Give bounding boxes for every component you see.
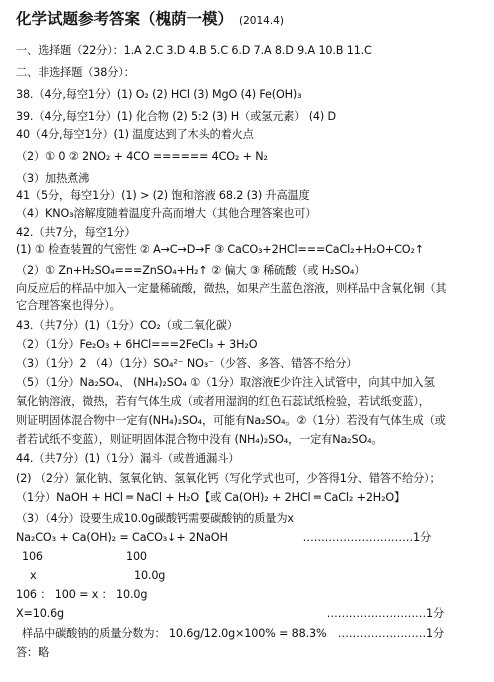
answer-38: 38.（4分,每空1分）(1) O₂ (2) HCl (3) MgO (4) Fe(OH)₃ xyxy=(16,88,302,101)
answer-43-5b: 氧化钠溶液，微热，若有气体生成（或者用湿润的红色石蕊试纸检验，若试纸变蓝）， xyxy=(16,395,430,408)
answer-43-2: （2）（1分）Fe₂O₃ + 6HCl===2FeCl₃ + 3H₂O xyxy=(16,338,258,351)
mass-100: 100 xyxy=(126,550,147,563)
mass-fraction: 样品中碳酸钠的质量分数为： 10.6g/12.0g×100% = 88.3% xyxy=(22,627,327,640)
answer-40-3: （3）加热煮沸 xyxy=(16,172,90,185)
equation-score: …………………………1分 xyxy=(302,531,431,544)
answer-44-2b: （1分）NaOH + HCl ═ NaCl + H₂O【或 Ca(OH)₂ + 2HCl ═ CaCl₂ +2H₂O】 xyxy=(16,491,406,504)
answer-42: 42.（共7分，每空1分） xyxy=(16,226,136,239)
answer-43: 43.（共7分）(1)（1分）CO₂（或二氧化碳） xyxy=(16,319,238,332)
answer-40-2: （2）① 0 ② 2NO₂ + 4CO ====== 4CO₂ + N₂ xyxy=(16,150,268,163)
title-text: 化学试题参考答案（槐荫一模） xyxy=(16,10,234,28)
mass-row-1 xyxy=(16,550,486,564)
result-x: X=10.6g xyxy=(16,607,64,620)
answer-44: 44.（共7分）(1)（1分）漏斗（或普通漏斗） xyxy=(16,452,240,465)
page-title xyxy=(16,10,486,30)
answer-43-3: （3）（1分）2 （4）（1分）SO₄²⁻ NO₃⁻（少答、多答、错答不给分） xyxy=(16,357,358,370)
answer-42-3: 向反应后的样品中加入一定量稀硫酸，微热，如果产生蓝色溶液，则样品中含氧化铜（其 xyxy=(16,282,447,295)
result-score: ………………………1分 xyxy=(326,607,444,620)
final-answer: 答：略 xyxy=(16,646,50,659)
answer-41-4: （4）KNO₃溶解度随着温度升高而增大（其他合理答案也可） xyxy=(16,207,317,220)
fraction-score: ……………………1分 xyxy=(337,627,444,640)
answer-42-1: (1) ① 检查装置的气密性 ② A→C→D→F ③ CaCO₃+2HCl===CaCl₂+H₂O+CO₂↑ xyxy=(16,243,425,256)
mass-row-2 xyxy=(16,569,486,583)
answer-42-4: 它合理答案也得分）。 xyxy=(16,299,121,312)
answer-44-2: (2) （2分）氯化钠、氢氧化钠、氢氧化钙（写化学式也可，少答得1分、错答不给分）； xyxy=(16,472,441,485)
answer-42-2: （2）① Zn+H₂SO₄===ZnSO₄+H₂↑ ② 偏大 ③ 稀硫酸（或 H₂SO₄） xyxy=(16,264,366,277)
ratio-row: 106 ： 100 = x ： 10.0g xyxy=(16,588,148,601)
mass-x: x xyxy=(30,569,37,582)
answer-43-5c: 则证明固体混合物中一定有(NH₄)₂SO₄，可能有Na₂SO₄。②（1分）若没有气体生成（或 xyxy=(16,414,446,427)
answer-39: 39.（4分,每空1分）(1) 化合物 (2) 5:2 (3) H（或氢元素） (4) D xyxy=(16,110,336,123)
fraction-row xyxy=(16,627,486,641)
answer-40: 40（4分,每空1分）(1) 温度达到了木头的着火点 xyxy=(16,128,254,141)
answer-43-5: （5）（1分）Na₂SO₄、 (NH₄)₂SO₄ ①（1分）取溶液E少许注入试管中，向其中加入氢 xyxy=(16,376,435,389)
answer-43-5d: 者若试纸不变蓝），则证明固体混合物中没有 (NH₄)₂SO₄，一定有Na₂SO₄。 xyxy=(16,433,383,446)
answer-44-3: （3）（4分）设要生成10.0g碳酸钙需要碳酸钠的质量为x xyxy=(16,512,294,525)
answer-41: 41（5分，每空1分）(1) > (2) 饱和溶液 68.2 (3) 升高温度 xyxy=(16,189,310,202)
result-row xyxy=(16,607,486,621)
mass-10g: 10.0g xyxy=(134,569,166,582)
section-nonchoice: 二、非选择题（38分）： xyxy=(16,66,135,79)
mass-106: 106 xyxy=(22,550,43,563)
equation-row xyxy=(16,531,486,545)
section-choice: 一、选择题（22分）：1.A 2.C 3.D 4.B 5.C 6.D 7.A 8.D 9.A 10.B 11.C xyxy=(16,44,372,57)
title-date: (2014.4) xyxy=(239,15,284,27)
equation: Na₂CO₃ + Ca(OH)₂ = CaCO₃↓+ 2NaOH xyxy=(16,531,228,544)
